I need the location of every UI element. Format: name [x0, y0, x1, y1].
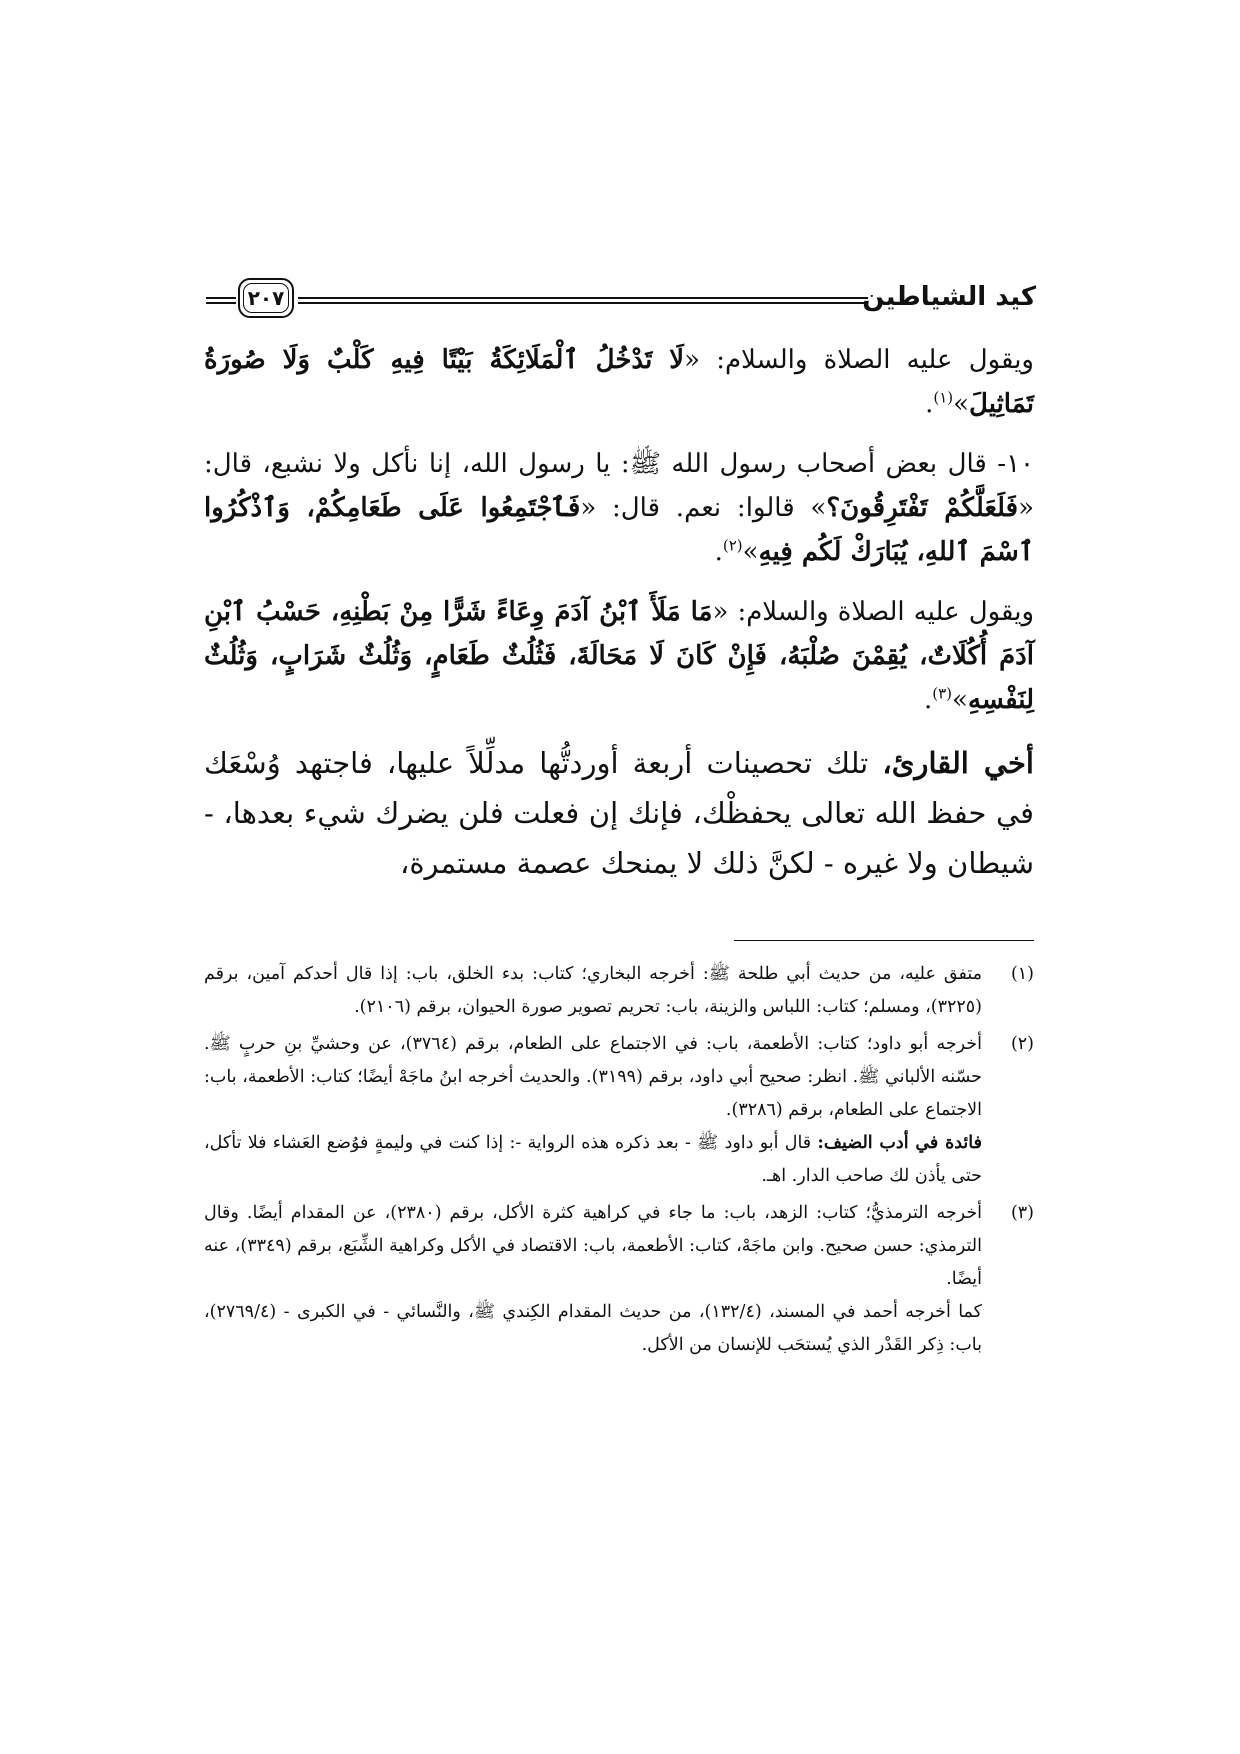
footnote-number: (١)	[1010, 964, 1034, 984]
footnote-2	[204, 1028, 1034, 1193]
paragraph-text: » قالوا: نعم. قال: «	[580, 493, 827, 523]
period: .	[925, 389, 934, 419]
header-rule-end	[206, 297, 236, 304]
footnote-separator	[734, 940, 1034, 941]
footnote-ref-3[interactable]: (٣)	[932, 684, 953, 703]
header-rule	[298, 297, 868, 304]
page-header	[206, 278, 1036, 326]
hadith-quote: لَا تَدْخُلُ ٱلْمَلَائِكَةُ بَيْتًا فِيهِ كَلْبٌ وَلَا صُورَةُ تَمَاثِيلَ	[204, 345, 1034, 419]
footnote-text: أخرجه الترمذيُّ؛ كتاب: الزهد، باب: ما جاء في كراهية كثرة الأكل، برقم (٢٣٨٠)، عن المقدام أيضًا. وقال الترمذي: حسن صحيح. وابن ماجَهْ، كتاب: الأطعمة، باب: الاقتصاد في الأكل وكراهية الشِّبَع، برقم (٣٣٤٩)، عنه أيضًا.	[204, 1203, 982, 1289]
period: .	[714, 537, 723, 567]
footnote-number: (٢)	[1010, 1034, 1034, 1054]
footnotes	[204, 958, 1034, 1366]
footnote-benefit	[204, 1127, 982, 1193]
paragraph-text: ١٠- قال بعض أصحاب رسول الله ﷺ: يا رسول الله، إنا نأكل ولا نشبع، قال: «	[204, 449, 1034, 523]
footnote-number: (٣)	[1010, 1203, 1034, 1223]
hadith-quote: فَلَعَلَّكُمْ تَفْتَرِقُونَ؟	[826, 493, 1019, 523]
paragraph-text: ويقول عليه الصلاة والسلام: «	[684, 345, 1034, 375]
quote-close: »	[952, 685, 968, 715]
paragraph-1	[204, 338, 1034, 426]
quote-close: »	[953, 389, 970, 419]
footnote-1	[204, 958, 1034, 1024]
paragraph-lead: أخي القارئ،	[882, 746, 1034, 780]
benefit-label: فائدة في أدب الضيف:	[817, 1133, 983, 1153]
footnote-ref-1[interactable]: (١)	[933, 388, 954, 407]
footnote-3	[204, 1197, 1034, 1362]
paragraph-2	[204, 442, 1034, 574]
quote-close: »	[742, 537, 759, 567]
footnote-text: متفق عليه، من حديث أبي طلحة ﷺ: أخرجه البخاري؛ كتاب: بدء الخلق، باب: إذا قال أحدكم آمين، برقم (٣٢٢٥)، ومسلم؛ كتاب: اللباس والزينة، باب: تحريم تصوير صورة الحيوان، برقم (٢١٠٦).	[204, 964, 982, 1017]
page-number: ٢٠٧	[238, 278, 294, 318]
hadith-quote: فَٱجْتَمِعُوا عَلَى طَعَامِكُمْ، وَٱذْكُرُوا ٱسْمَ ٱللهِ، يُبَارَكْ لَكُم فِيهِ	[204, 493, 1034, 567]
period: .	[923, 685, 933, 715]
paragraph-3	[204, 590, 1034, 722]
footnote-ref-2[interactable]: (٢)	[722, 536, 743, 555]
paragraph-text: تلك تحصينات أربعة أوردتُّها مدلِّلاً عليها، فاجتهد وُسْعَك في حفظ الله تعالى يحفظْك، فإنك إن فعلت فلن يضرك شيء بعدها، - شيطان ولا غيره - لكنَّ ذلك لا يمنحك عصمة مستمرة،	[204, 746, 1034, 880]
footnote-text: أخرجه أبو داود؛ كتاب: الأطعمة، باب: في الاجتماع على الطعام، برقم (٣٧٦٤)، عن وحشيِّ بنِ حربٍ ﷺ. حسّنه الألباني ﷺ. انظر: صحيح أبي داود، برقم (٣١٩٩). والحديث أخرجه ابنُ ماجَهْ أيضًا؛ كتاب: الأطعمة، باب: الاجتماع على الطعام، برقم (٣٢٨٦).	[204, 1034, 982, 1120]
footnote-text: كما أخرجه أحمد في المسند، (١٣٢/٤)، من حديث المقدام الكِندي ﷺ، والنَّسائي - في الكبرى - (٢٧٦٩/٤)، باب: ذِكر القَدْر الذي يُستحَب للإنسان من الأكل.	[204, 1302, 982, 1355]
paragraph-4	[204, 738, 1034, 888]
paragraph-text: ويقول عليه الصلاة والسلام: «	[712, 597, 1034, 627]
main-body	[204, 338, 1034, 904]
benefit-text: قال أبو داود ﷺ - بعد ذكره هذه الرواية -: إذا كنت في وليمةٍ فوُضع العَشاء فلا تأكل، حتى يأذن لك صاحب الدار. اهـ.	[204, 1133, 982, 1186]
hadith-quote: مَا مَلَأَ ٱبْنُ آدَمَ وِعَاءً شَرًّا مِنْ بَطْنِهِ، حَسْبُ ٱبْنِ آدَمَ أُكُلَاتٌ، يُقِمْنَ صُلْبَهُ، فَإِنْ كَانَ لَا مَحَالَةَ، فَثُلُثٌ طَعَامٍ، وَثُلُثٌ شَرَابٍ، وَثُلُثٌ لِنَفْسِهِ	[204, 597, 1034, 715]
running-title: كيد الشياطين	[862, 282, 1036, 312]
